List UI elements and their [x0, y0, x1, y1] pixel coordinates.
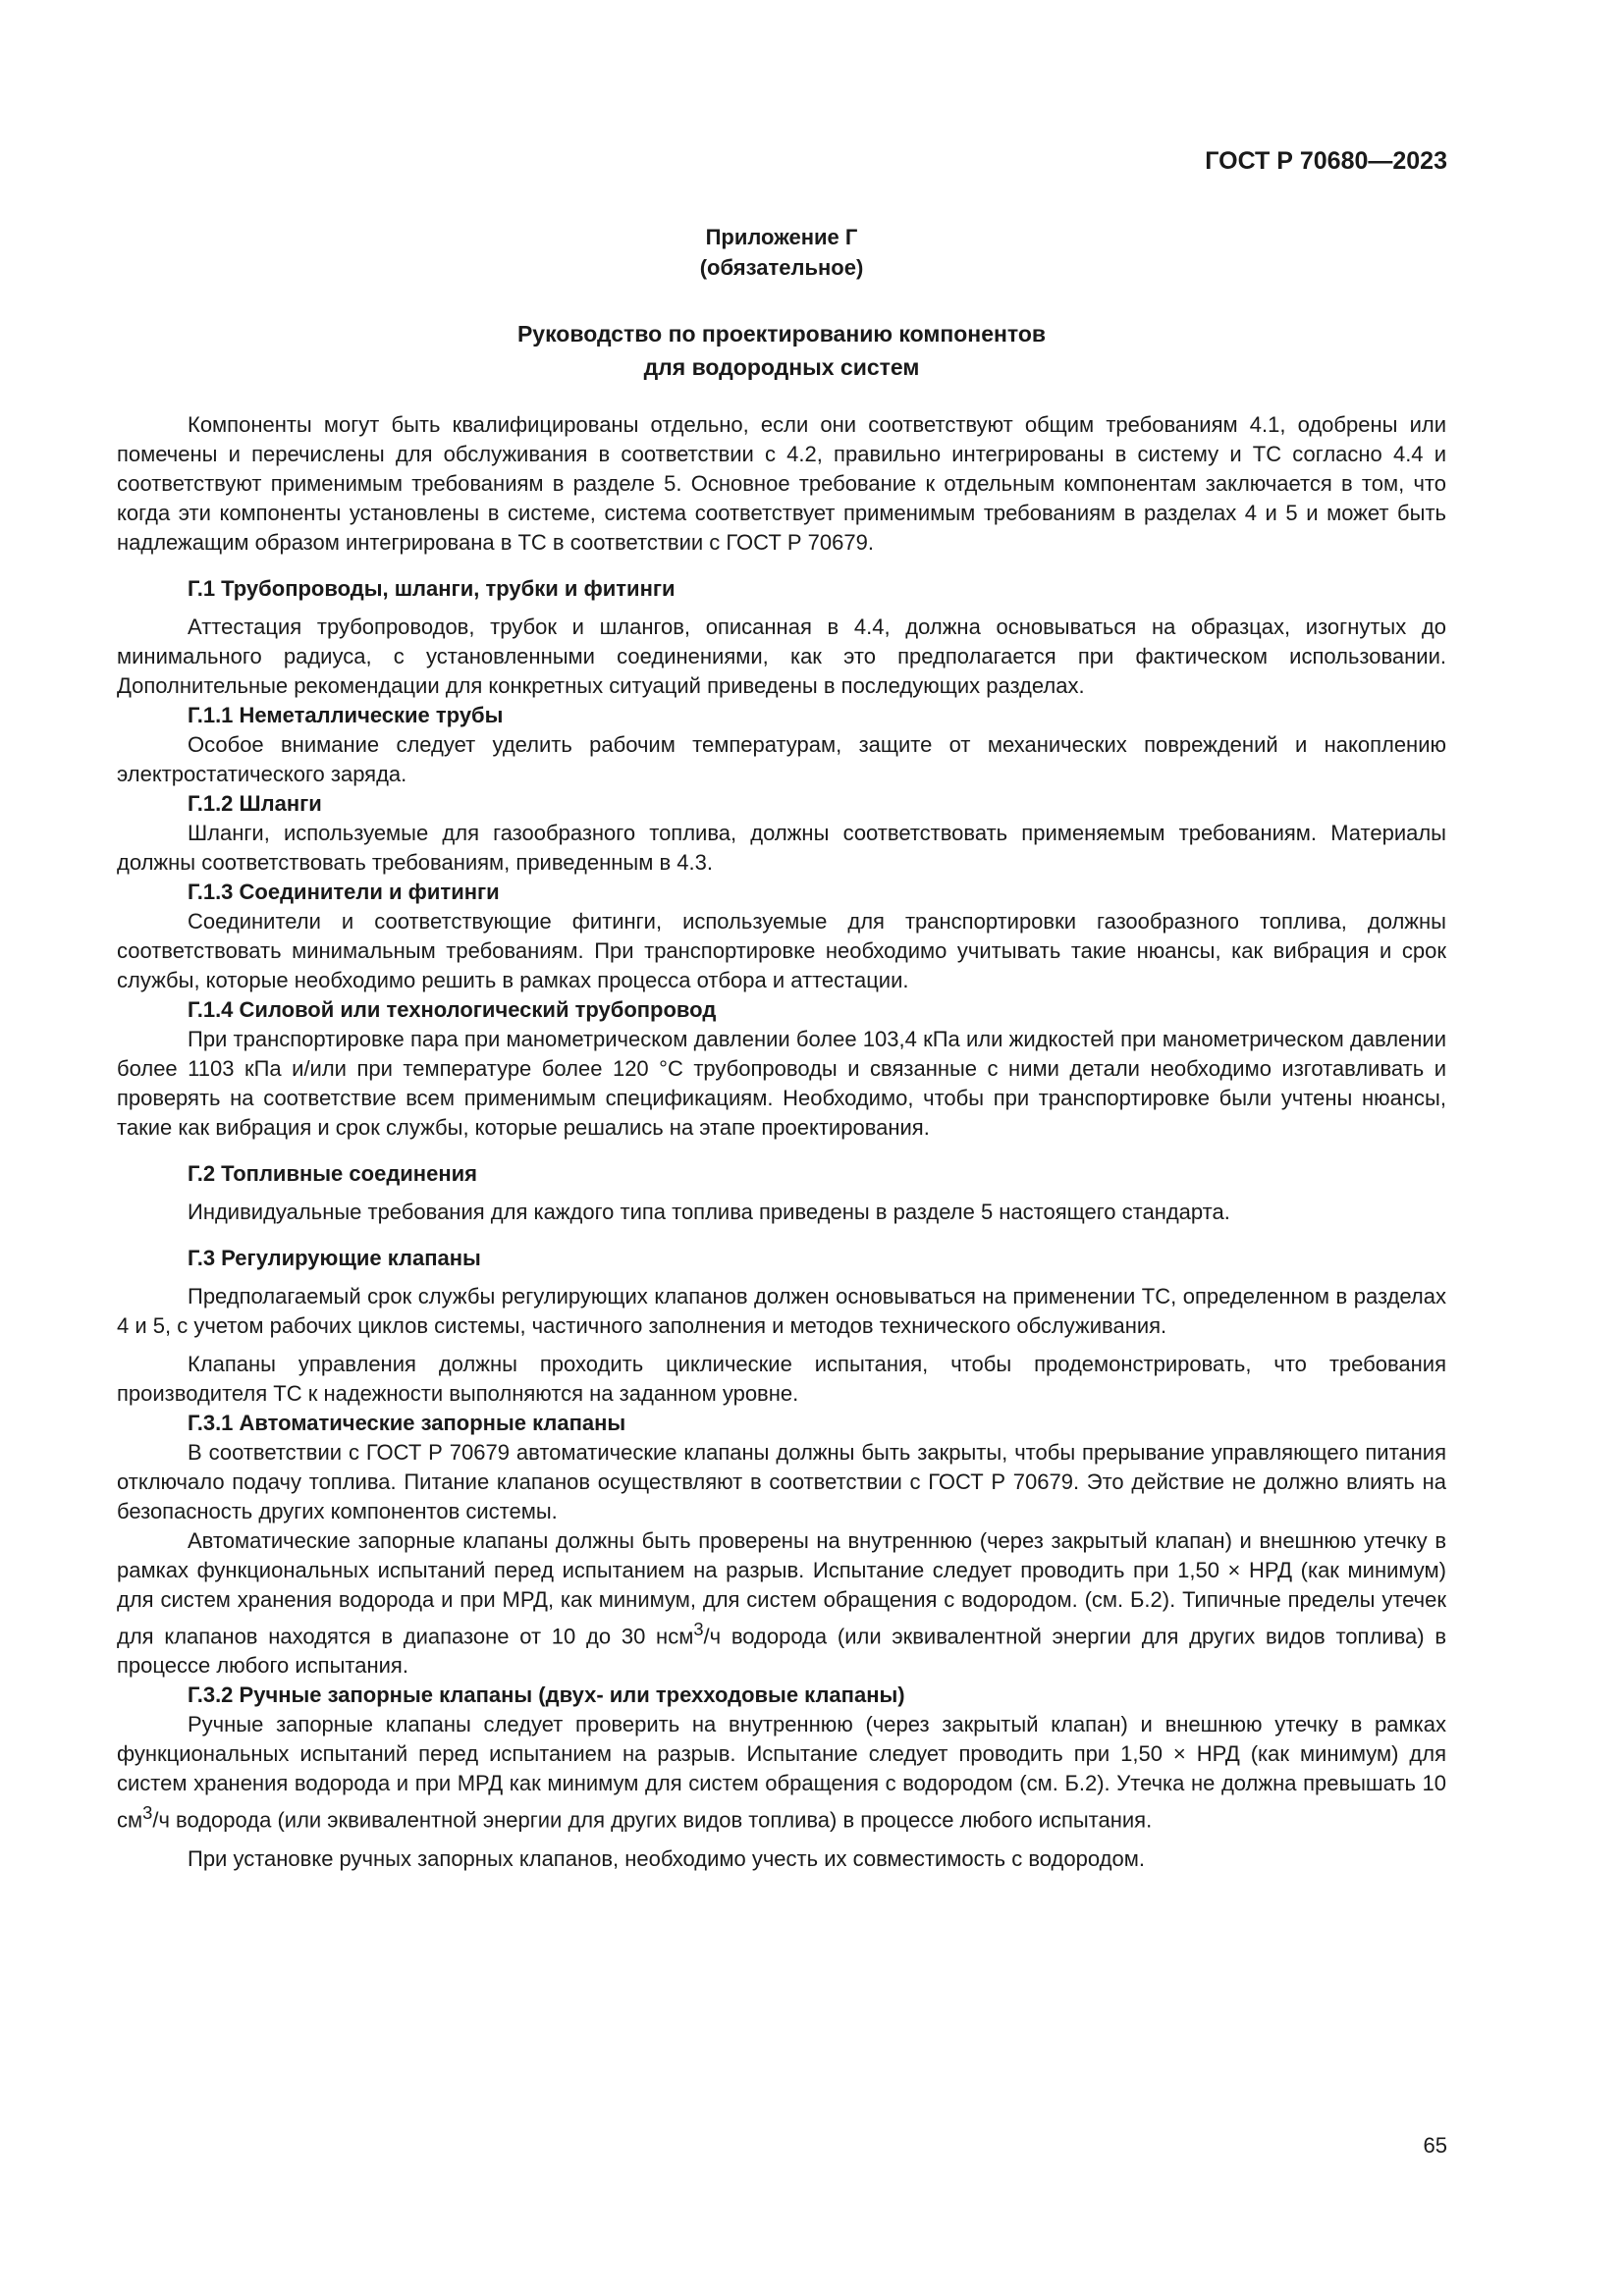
text-part: Автоматические запорные клапаны должны быть проверены на внутреннюю (через закрытый клапан) и внешнюю утечку в рамках функциональных испытаний перед испытанием на разрыв. Испытание следует проводить при 1,50 × НРД (как минимум) для систем хранения водорода и при МРД, как минимум, для систем обращения с водородом. (см. Б.2). Типичные пределы утечек для клапанов находятся в диапазоне от 10 до 30 нсм	[117, 1528, 1446, 1649]
annex-title-line-2: для водородных систем	[643, 354, 920, 380]
section-g3-1-text-2	[117, 1526, 1446, 1681]
section-g1-4-text: При транспортировке пара при манометрическом давлении более 103,4 кПа или жидкостей при манометрическом давлении более 1103 кПа и/или при температуре более 120 °С трубопроводы и связанные с ними детали необходимо изготавливать и проверять на соответствие всем применимым спецификациям. Необходимо, чтобы при транспортировке были учтены нюансы, такие как вибрация и срок службы, которые решались на этапе проектирования.	[117, 1027, 1446, 1140]
section-g1-2-text: Шланги, используемые для газообразного топлива, должны соответствовать применяемым требованиям. Материалы должны соответствовать требованиям, приведенным в 4.3.	[117, 821, 1446, 875]
section-g1-4-heading: Г.1.4 Силовой или технологический трубопровод	[188, 997, 717, 1022]
annex-title-line-1: Руководство по проектированию компонентов	[516, 321, 1047, 347]
intro-paragraph: Компоненты могут быть квалифицированы отдельно, если они соответствуют общим требованиям 4.1, одобрены или помечены и перечислены для обслуживания в соответствии с 4.2, правильно интегрированы в систему и ТС согласно 4.4 и соответствуют применимым требованиям в разделе 5. Основное требование к отдельным компонентам заключается в том, что когда эти компоненты установлены в системе, система соответствует применимым требованиям в разделах 4 и 5 и может быть надлежащим образом интегрирована в ТС в соответствии с ГОСТ Р 70679.	[117, 412, 1446, 555]
section-g3-2-text-2: При установке ручных запорных клапанов, необходимо учесть их совместимость с водородом.	[188, 1845, 1145, 1871]
text-part: /ч водорода (или эквивалентной энергии для других видов топлива) в процессе любого испытания.	[117, 1624, 1447, 1679]
superscript: 3	[142, 1802, 153, 1824]
section-g3-2-heading: Г.3.2 Ручные запорные клапаны (двух- или трехходовые клапаны)	[188, 1682, 905, 1708]
annex-status: (обязательное)	[699, 255, 864, 280]
section-g1-3-text: Соединители и соответствующие фитинги, используемые для транспортировки газообразного топлива, должны соответствовать минимальным требованиям. При транспортировке необходимо учитывать такие нюансы, как вибрация и срок службы, которые необходимо решить в рамках процесса отбора и аттестации.	[117, 909, 1446, 992]
page-number: 65	[1423, 2133, 1447, 2158]
superscript: 3	[693, 1619, 704, 1639]
section-g1-3-heading: Г.1.3 Соединители и фитинги	[188, 880, 500, 904]
section-g1-2-heading: Г.1.2 Шланги	[188, 791, 322, 816]
section-g3-text-2: Клапаны управления должны проходить циклические испытания, чтобы продемонстрировать, что требования производителя ТС к надежности выполняются на заданном уровне.	[117, 1352, 1446, 1406]
page-content	[117, 222, 1446, 1874]
section-g1-text: Аттестация трубопроводов, трубок и шлангов, описанная в 4.4, должна основываться на образцах, изогнутых до минимального радиуса, с установленными соединениями, как это предполагается при фактическом использовании. Дополнительные рекомендации для конкретных ситуаций приведены в последующих разделах.	[117, 614, 1446, 698]
section-g3-1-heading: Г.3.1 Автоматические запорные клапаны	[188, 1411, 626, 1435]
section-g3-2-text-1	[117, 1710, 1446, 1835]
text-part: /ч водорода (или эквивалентной энергии для других видов топлива) в процессе любого испытания.	[152, 1807, 1153, 1833]
section-g1-1-text: Особое внимание следует уделить рабочим температурам, защите от механических повреждений и накоплению электростатического заряда.	[117, 732, 1446, 786]
section-g1-heading: Г.1 Трубопроводы, шланги, трубки и фитинги	[188, 576, 676, 601]
section-g1-1-heading: Г.1.1 Неметаллические трубы	[188, 703, 504, 727]
section-g2-text: Индивидуальные требования для каждого типа топлива приведены в разделе 5 настоящего стандарта.	[188, 1200, 1230, 1224]
section-g2-heading: Г.2 Топливные соединения	[188, 1161, 477, 1186]
section-g3-1-text-1: В соответствии с ГОСТ Р 70679 автоматические клапаны должны быть закрыты, чтобы прерывание управляющего питания отключало подачу топлива. Питание клапанов осуществляют в соответствии с ГОСТ Р 70679. Это действие не должно влиять на безопасность других компонентов системы.	[117, 1440, 1446, 1523]
annex-name: Приложение Г	[705, 225, 858, 249]
section-g3-heading: Г.3 Регулирующие клапаны	[188, 1246, 481, 1270]
document-code: ГОСТ Р 70680—2023	[1205, 147, 1447, 175]
text-part: Ручные запорные клапаны следует проверить на внутреннюю (через закрытый клапан) и внешнюю утечку в рамках функциональных испытаний перед испытанием на разрыв. Испытание следует проводить при 1,50 × НРД (как минимум) для систем хранения водорода и при МРД как минимум для систем обращения с водородом (см. Б.2). Утечка не должна превышать 10 см	[117, 1712, 1446, 1833]
annex-title	[117, 317, 1446, 384]
section-g3-text-1: Предполагаемый срок службы регулирующих клапанов должен основываться на применении ТС, определенном в разделах 4 и 5, с учетом рабочих циклов системы, частичного заполнения и методов технического обслуживания.	[117, 1284, 1446, 1338]
